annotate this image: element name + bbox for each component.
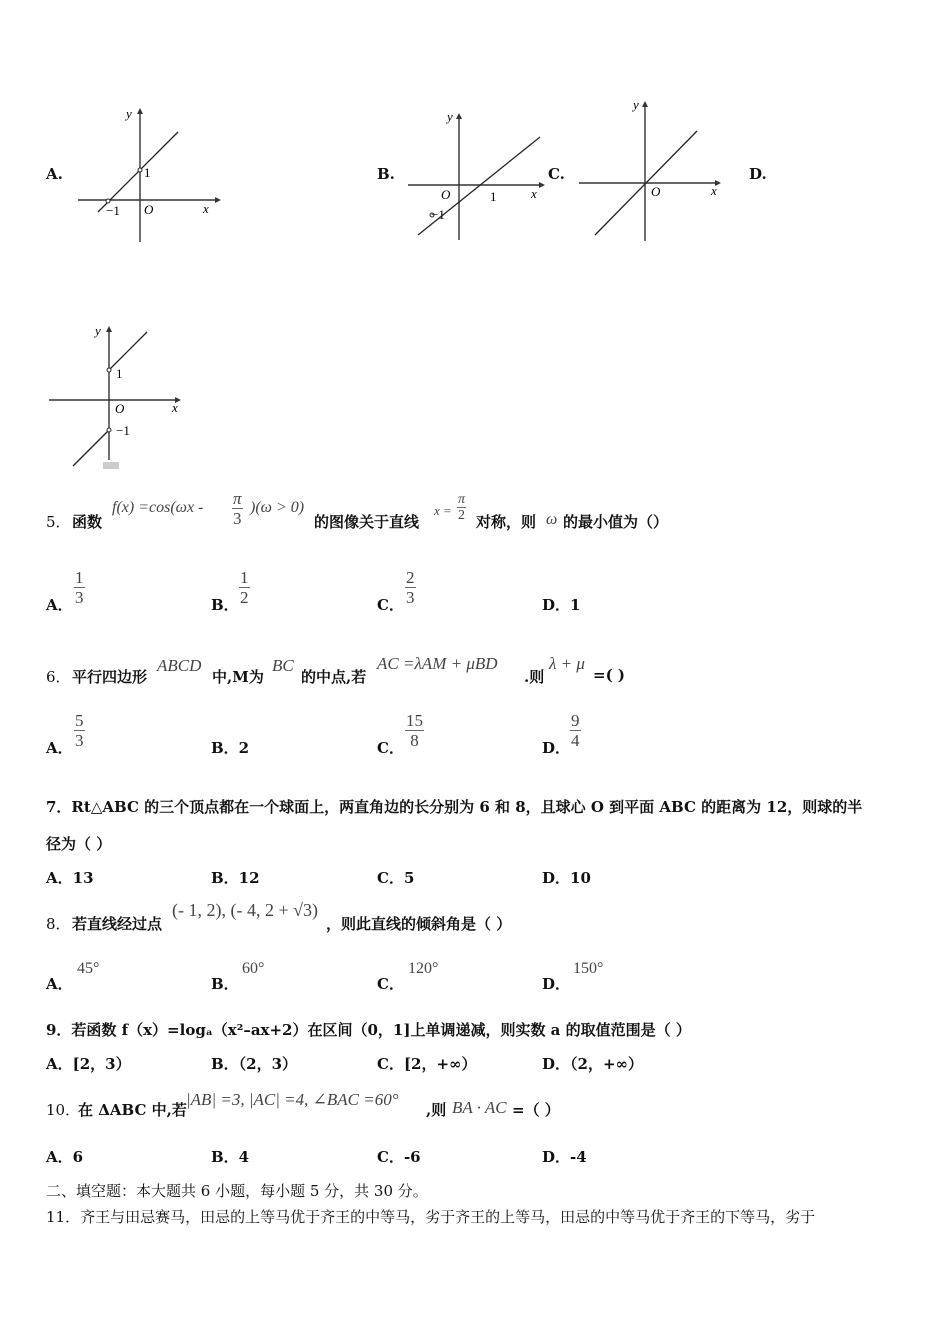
section-2-heading: 二、填空题：本大题共 6 小题，每小题 5 分，共 30 分。 [46, 1182, 428, 1200]
q8-points: (- 1, 2), (- 4, 2 + √3) [172, 900, 318, 920]
graph-a [70, 100, 230, 250]
q9-stem: 9．若函数 f（x）=logₐ（x²–ax+2）在区间（0，1]上单调递减，则实数 a 的取值范围是（ ） [46, 1021, 691, 1039]
q10-mid: ,则 [426, 1101, 447, 1119]
q10-option-a: A．6 [46, 1148, 84, 1166]
q7-option-b: B．12 [211, 869, 260, 887]
option-d-label: D. [749, 165, 767, 183]
q6-mid2: 的中点,若 [301, 668, 367, 686]
q6-vector-equation: AC =λAM + μBD [377, 654, 498, 673]
q6-mid3: .则 [524, 668, 545, 686]
q10-expression: BA · AC [452, 1098, 507, 1117]
q6-option-c-label: C． [377, 739, 404, 757]
q9-option-b: B．（2，3） [211, 1055, 298, 1073]
option-a-label: A. [46, 165, 63, 183]
q6-option-b: B．2 [211, 739, 250, 757]
q7-line2: 径为（ ） [46, 835, 112, 853]
q6-number: 6． [46, 668, 71, 686]
q8-option-d-value: 150° [573, 960, 604, 977]
q5-omega: ω [546, 511, 558, 528]
graph-b-neg-one-label: −1 [431, 207, 445, 222]
graph-d-origin-label: O [115, 401, 125, 416]
q5-option-d: D．1 [542, 596, 581, 614]
graph-d-x-label: x [172, 400, 178, 415]
q8-number: 8． [46, 915, 71, 933]
q6-option-d-value: $\frac{9}{4}$ [571, 711, 580, 750]
q7-option-c: C．5 [377, 869, 415, 887]
q8-option-b-label: B． [211, 975, 239, 993]
graph-c-x-label: x [711, 183, 717, 198]
q5-pi-over-2: $\frac{\pi}{2}$ [458, 492, 466, 523]
q6-abcd: ABCD [157, 656, 202, 675]
q6-lambda-mu: λ + μ [549, 654, 585, 673]
q9-option-c: C．[2，+∞） [377, 1055, 477, 1073]
graph-d-one-label: 1 [116, 366, 123, 381]
graph-a-x-label: x [203, 201, 209, 216]
q6-option-a-value: $\frac{5}{3}$ [75, 711, 84, 750]
q7-option-a: A．13 [46, 869, 94, 887]
q10-post: =（ ） [512, 1101, 560, 1119]
q5-number: 5． [46, 513, 71, 531]
q7-line1: 7．Rt△ABC 的三个顶点都在一个球面上，两直角边的长分别为 6 和 8，且球心 O 到平面 ABC 的距离为 12，则球的半 [46, 798, 863, 816]
graph-c [575, 95, 730, 245]
q10-prefix: 在 ΔABC 中,若 [78, 1101, 187, 1119]
graph-b-x-label: x [531, 186, 537, 201]
graph-b-origin-label: O [441, 187, 451, 202]
q5-condition: )(ω > 0) [250, 499, 305, 516]
option-b-label: B. [377, 165, 395, 183]
graph-a-neg-one-label: −1 [106, 203, 120, 218]
q8-post: ，则此直线的倾斜角是（ ） [326, 915, 512, 933]
q8-option-a-value: 45° [77, 960, 100, 977]
q5-post2: 的最小值为（） [563, 513, 669, 531]
q9-option-a: A．[2，3） [46, 1055, 131, 1073]
q8-option-d-label: D． [542, 975, 571, 993]
option-c-label: C. [548, 165, 565, 183]
q7-option-d: D．10 [542, 869, 591, 887]
q8-option-c-value: 120° [408, 960, 439, 977]
q10-condition: |AB| =3, |AC| =4, ∠BAC =60° [186, 1090, 399, 1109]
q10-option-c: C．-6 [377, 1148, 421, 1166]
q5-option-a-value: $\frac{1}{3}$ [75, 568, 84, 607]
q5-x-equals: x = [434, 503, 452, 518]
q6-prefix: 平行四边形 [72, 668, 148, 686]
graph-b-one-label: 1 [490, 189, 497, 204]
q6-option-d-label: D． [542, 739, 571, 757]
q6-bc: BC [272, 656, 294, 675]
graph-a-y-label: y [126, 106, 132, 121]
graph-d-y-label: y [95, 323, 101, 338]
q8-option-c-label: C． [377, 975, 404, 993]
q9-option-d: D．（2，+∞） [542, 1055, 644, 1073]
graph-c-y-label: y [633, 97, 639, 112]
q6-option-a-label: A． [46, 739, 73, 757]
q5-option-b-label: B． [211, 596, 239, 614]
graph-b-y-label: y [447, 109, 453, 124]
q8-option-a-label: A． [46, 975, 73, 993]
q6-post: =( ) [593, 666, 625, 684]
graph-d [45, 320, 195, 475]
q6-option-c-value: $\frac{15}{8}$ [406, 711, 423, 750]
graph-c-origin-label: O [651, 184, 661, 199]
q5-option-b-value: $\frac{1}{2}$ [240, 568, 249, 607]
graph-d-neg-one-label: −1 [116, 423, 130, 438]
q5-post1: 对称，则 [476, 513, 537, 531]
graph-a-one-label: 1 [144, 165, 151, 180]
graph-b [404, 105, 554, 245]
q10-option-d: D．-4 [542, 1148, 587, 1166]
q5-pi-over-3: $\frac{\pi}{3}$ [233, 489, 242, 528]
q5-function: f(x) =cos(ωx - [112, 499, 204, 516]
q6-mid1: 中,M为 [212, 668, 264, 686]
q5-option-c-label: C． [377, 596, 404, 614]
q8-option-b-value: 60° [242, 960, 265, 977]
graph-a-origin-label: O [144, 202, 154, 217]
q10-option-b: B．4 [211, 1148, 250, 1166]
q8-prefix: 若直线经过点 [72, 915, 163, 933]
q5-option-c-value: $\frac{2}{3}$ [406, 568, 415, 607]
q5-middle: 的图像关于直线 [314, 513, 420, 531]
q5-prefix: 函数 [72, 513, 103, 531]
q11-stem: 11．齐王与田忌赛马，田忌的上等马优于齐王的中等马，劣于齐王的上等马，田忌的中等马优于齐王的下等马，劣于 [46, 1208, 816, 1226]
q5-option-a-label: A． [46, 596, 73, 614]
q10-number: 10． [46, 1101, 81, 1119]
